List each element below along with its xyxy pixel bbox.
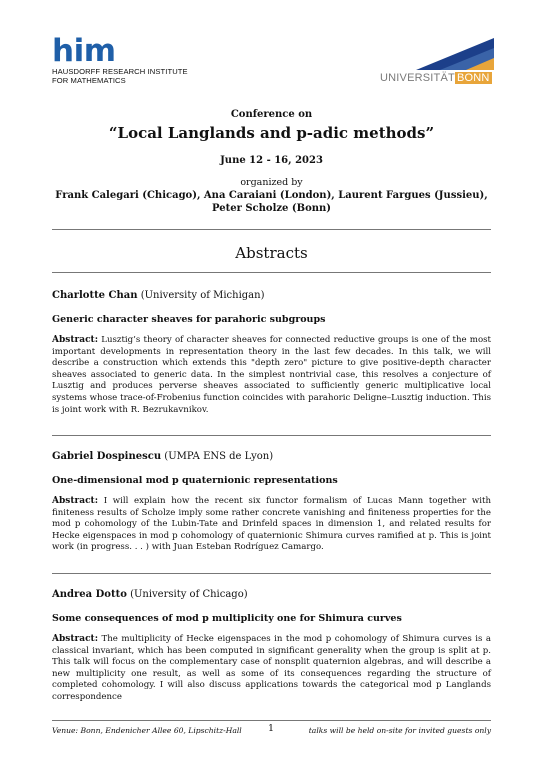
bonn-sail-icon bbox=[378, 38, 494, 70]
organizers-line2: Peter Scholze (Bonn) bbox=[211, 203, 332, 214]
abstracts-heading: Abstracts bbox=[235, 244, 308, 262]
speaker-line bbox=[52, 450, 491, 463]
bonn-logo-text bbox=[380, 72, 492, 84]
abstract-body: The multiplicity of Hecke eigenspaces in the mod p cohomology of Shimura curves is a classical invariant, which has been computed in significant generality when the group is split at p. This talk will focus on the complementary case of nonsplit quaternion algebras, and will describe a new multiplicity one result, as well as some of its consequences regarding the structure of completed cohomology. I will also discuss applications towards the categorical mod p Langlands correspondence bbox=[52, 634, 491, 702]
conference-date: June 12 - 16, 2023 bbox=[220, 155, 323, 166]
speaker-name: Charlotte Chan bbox=[52, 290, 138, 301]
talk-title: Some consequences of mod p multiplicity one for Shimura curves bbox=[52, 613, 402, 624]
divider bbox=[52, 435, 491, 436]
abstract-text bbox=[52, 496, 491, 554]
speaker-line bbox=[52, 289, 491, 302]
footer-note: talks will be held on-site for invited guests only bbox=[308, 726, 491, 735]
abstract-body: I will explain how the recent six functor formalism of Lucas Mann together with finiteness results of Scholze imply some rather concrete vanishing and finiteness properties for the mod p cohomology of the Lubin-Tate and Drinfeld spaces in dimension 1, and related results for Hecke eigenspaces in mod p cohomology of quaternionic Shimura curves ramified at p. This is joint work (in progress. . . ) with Juan Esteban Rodríguez Camargo. bbox=[52, 496, 491, 553]
bonn-logo-text-universitaet: UNIVERSITÄT bbox=[380, 72, 455, 84]
him-logo-line2: FOR MATHEMATICS bbox=[52, 75, 126, 85]
him-logo bbox=[52, 33, 192, 88]
him-logo-line1: HAUSDORFF RESEARCH INSTITUTE bbox=[52, 67, 188, 76]
talk-entry bbox=[52, 289, 491, 416]
speaker-affiliation: (UMPA ENS de Lyon) bbox=[164, 451, 274, 462]
abstract-label: Abstract: bbox=[52, 634, 99, 644]
conference-label: Conference on bbox=[230, 109, 313, 120]
page-number: 1 bbox=[268, 723, 275, 734]
footer-venue: Venue: Bonn, Endenicher Allee 60, Lipschitz-Hall bbox=[52, 726, 242, 735]
divider bbox=[52, 229, 491, 230]
organizers bbox=[40, 189, 503, 215]
speaker-line bbox=[52, 588, 491, 601]
conference-title: “Local Langlands and p-adic methods” bbox=[108, 124, 435, 142]
speaker-name: Gabriel Dospinescu bbox=[52, 451, 162, 462]
bonn-logo-text-bonn: BONN bbox=[456, 72, 490, 84]
divider bbox=[52, 573, 491, 574]
organizers-line1: Frank Calegari (Chicago), Ana Caraiani (London), Laurent Fargues (Jussieu), bbox=[55, 190, 488, 201]
talk-entry bbox=[52, 450, 491, 554]
abstract-label: Abstract: bbox=[52, 335, 99, 345]
talk-title: Generic character sheaves for parahoric subgroups bbox=[52, 314, 326, 325]
divider bbox=[52, 272, 491, 273]
organized-by-label: organized by bbox=[240, 177, 303, 188]
talk-entry bbox=[52, 588, 491, 704]
speaker-affiliation: (University of Chicago) bbox=[130, 589, 248, 600]
abstract-label: Abstract: bbox=[52, 496, 99, 506]
conference-header bbox=[40, 108, 503, 215]
university-bonn-logo bbox=[378, 38, 494, 86]
abstract-text bbox=[52, 634, 491, 704]
speaker-affiliation: (University of Michigan) bbox=[140, 290, 265, 301]
abstract-body: Lusztig’s theory of character sheaves for connected reductive groups is one of the most important developments in representation theory in the last few decades. In this talk, we will describe a construction which extends this "depth zero" picture to give positive-depth character sheaves associated to generic data. In the simplest nontrivial case, this resolves a conjecture of Lusztig and produces perverse sheaves associated to sufficiently generic multiplicative local systems whose trace-of-Frobenius function coincides with parahoric Deligne–Lusztig induction. This is joint work with R. Bezrukavnikov. bbox=[52, 335, 491, 415]
him-logo-word: him bbox=[52, 33, 116, 69]
abstract-text bbox=[52, 335, 491, 416]
footer-divider bbox=[52, 720, 491, 721]
speaker-name: Andrea Dotto bbox=[52, 589, 127, 600]
him-logo-subtitle bbox=[52, 68, 192, 85]
talk-title: One-dimensional mod p quaternionic representations bbox=[52, 475, 338, 486]
